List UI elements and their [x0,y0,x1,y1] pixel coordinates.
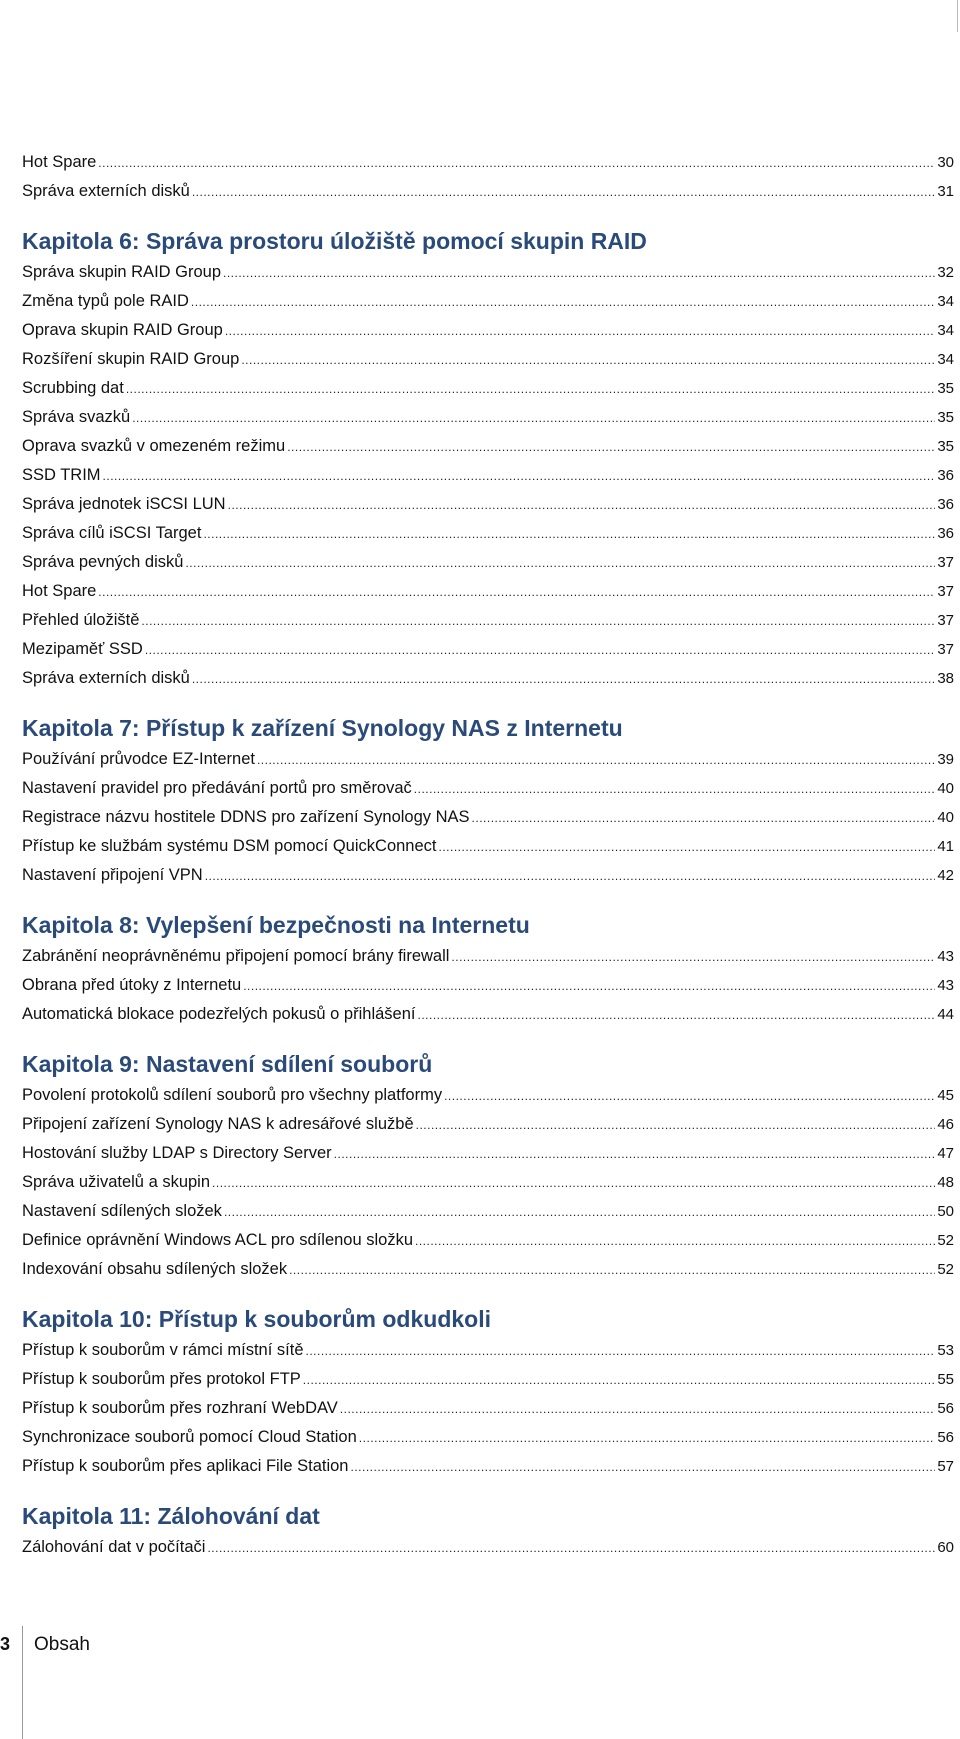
toc-entry-title: Správa skupin RAID Group [22,263,222,281]
toc-entry-title: Indexování obsahu sdílených složek [22,1260,288,1278]
toc-entry-title: Oprava skupin RAID Group [22,321,223,339]
toc-entry-title: Správa externích disků [22,669,190,687]
toc-entry[interactable] [22,971,954,1000]
toc-entry-title: Hot Spare [22,153,97,171]
toc-entry-page: 50 [937,1203,954,1220]
dot-leader [334,1140,936,1169]
dot-leader [257,746,935,775]
toc-entry-page: 39 [937,751,954,768]
toc-entry-page: 38 [937,670,954,687]
dot-leader [287,433,935,462]
toc-entry-title: SSD TRIM [22,466,101,484]
toc-entry-title: Přístup k souborům přes aplikaci File Station [22,1457,349,1475]
toc-entry[interactable] [22,745,954,774]
toc-entry-title: Povolení protokolů sdílení souborů pro všechny platformy [22,1086,443,1104]
toc-entry-page: 57 [937,1458,954,1475]
toc-entry-page: 55 [937,1371,954,1388]
toc-entry-page: 31 [937,183,954,200]
table-of-contents [22,148,954,1562]
dot-leader [444,1082,935,1111]
toc-entry-page: 40 [937,780,954,797]
toc-entry-page: 43 [937,977,954,994]
toc-entry-page: 53 [937,1342,954,1359]
dot-leader [98,149,935,178]
toc-entry-page: 30 [937,154,954,171]
toc-entry-page: 37 [937,554,954,571]
toc-entry[interactable] [22,432,954,461]
toc-entry-title: Scrubbing dat [22,379,124,397]
chapter-heading: Kapitola 10: Přístup k souborům odkudkoli [22,1306,491,1332]
toc-entry-page: 52 [937,1232,954,1249]
dot-leader [132,404,935,433]
dot-leader [438,833,935,862]
dot-leader [303,1366,936,1395]
dot-leader [451,943,935,972]
toc-entry[interactable] [22,1365,954,1394]
dot-leader [192,178,935,207]
toc-entry-title: Hostování služby LDAP s Directory Server [22,1144,332,1162]
toc-entry[interactable] [22,1197,954,1226]
dot-leader [414,775,936,804]
toc-entry[interactable] [22,635,954,664]
dot-leader [416,1111,936,1140]
toc-entry-page: 43 [937,948,954,965]
toc-entry[interactable] [22,803,954,832]
toc-entry-title: Zabránění neoprávněnému připojení pomocí brány firewall [22,947,450,965]
dot-leader [212,1169,935,1198]
toc-entry[interactable] [22,1336,954,1365]
toc-entry[interactable] [22,461,954,490]
toc-entry[interactable] [22,832,954,861]
toc-entry[interactable] [22,177,954,206]
toc-entry[interactable] [22,287,954,316]
dot-leader [126,375,935,404]
toc-entry[interactable] [22,1081,954,1110]
toc-entry-title: Přístup ke službám systému DSM pomocí QuickConnect [22,837,437,855]
chapter-heading: Kapitola 11: Zálohování dat [22,1503,320,1529]
toc-entry-page: 35 [937,409,954,426]
toc-entry-page: 40 [937,809,954,826]
toc-entry-page: 32 [937,264,954,281]
page-edge-mark [957,0,958,32]
dot-leader [243,972,935,1001]
dot-leader [359,1424,936,1453]
dot-leader [241,346,935,375]
toc-entry-page: 34 [937,351,954,368]
toc-entry-title: Nastavení připojení VPN [22,866,203,884]
dot-leader [289,1256,935,1285]
toc-entry-page: 37 [937,641,954,658]
toc-entry-page: 37 [937,612,954,629]
toc-entry-page: 60 [937,1539,954,1556]
dot-leader [472,804,936,833]
toc-entry[interactable] [22,1168,954,1197]
toc-entry-page: 47 [937,1145,954,1162]
dot-leader [103,462,936,491]
toc-entry-page: 41 [937,838,954,855]
toc-entry-page: 45 [937,1087,954,1104]
dot-leader [145,636,936,665]
toc-entry-page: 46 [937,1116,954,1133]
toc-entry-title: Připojení zařízení Synology NAS k adresářové službě [22,1115,414,1133]
toc-entry-page: 44 [937,1006,954,1023]
toc-entry[interactable] [22,1394,954,1423]
toc-entry[interactable] [22,548,954,577]
dot-leader [207,1534,935,1563]
dot-leader [340,1395,936,1424]
chapter-heading: Kapitola 7: Přístup k zařízení Synology NAS z Internetu [22,715,623,741]
footer-section-label: Obsah [34,1634,90,1655]
toc-entry[interactable] [22,664,954,693]
toc-entry-title: Rozšíření skupin RAID Group [22,350,240,368]
toc-entry[interactable] [22,148,954,177]
toc-entry[interactable] [22,774,954,803]
toc-entry-title: Nastavení pravidel pro předávání portů pro směrovač [22,779,412,797]
toc-entry-title: Nastavení sdílených složek [22,1202,222,1220]
toc-entry-title: Automatická blokace podezřelých pokusů o přihlášení [22,1005,416,1023]
toc-entry[interactable] [22,1423,954,1452]
toc-entry-page: 48 [937,1174,954,1191]
toc-entry-title: Používání průvodce EZ-Internet [22,750,255,768]
dot-leader [185,549,935,578]
dot-leader [228,491,936,520]
dot-leader [98,578,935,607]
toc-entry[interactable] [22,1000,954,1029]
toc-entry-title: Definice oprávnění Windows ACL pro sdílenou složku [22,1231,414,1249]
toc-entry[interactable] [22,1255,954,1284]
toc-entry-page: 34 [937,293,954,310]
toc-entry[interactable] [22,577,954,606]
toc-entry-title: Obrana před útoky z Internetu [22,976,242,994]
toc-entry-page: 36 [937,525,954,542]
dot-leader [225,317,935,346]
chapter-heading: Kapitola 6: Správa prostoru úložiště pomocí skupin RAID [22,228,647,254]
toc-entry-title: Správa svazků [22,408,131,426]
toc-entry[interactable] [22,606,954,635]
toc-entry-title: Správa externích disků [22,182,190,200]
toc-entry[interactable] [22,403,954,432]
toc-entry[interactable] [22,519,954,548]
dot-leader [203,520,935,549]
toc-entry-page: 42 [937,867,954,884]
toc-entry-title: Oprava svazků v omezeném režimu [22,437,286,455]
toc-entry[interactable] [22,1110,954,1139]
dot-leader [192,665,935,694]
toc-entry-title: Přehled úložiště [22,611,140,629]
toc-entry-page: 56 [937,1429,954,1446]
toc-entry[interactable] [22,345,954,374]
toc-entry[interactable] [22,374,954,403]
toc-entry-title: Změna typů pole RAID [22,292,189,310]
toc-entry-title: Správa pevných disků [22,553,184,571]
toc-entry[interactable] [22,1226,954,1255]
chapter-heading: Kapitola 8: Vylepšení bezpečnosti na Internetu [22,912,530,938]
chapter-heading: Kapitola 9: Nastavení sdílení souborů [22,1051,433,1077]
toc-entry-page: 34 [937,322,954,339]
toc-entry[interactable] [22,1452,954,1481]
dot-leader [141,607,935,636]
dot-leader [350,1453,935,1482]
toc-entry-page: 36 [937,467,954,484]
toc-entry-page: 37 [937,583,954,600]
toc-entry-page: 36 [937,496,954,513]
toc-entry-title: Správa cílů iSCSI Target [22,524,202,542]
toc-entry-title: Zálohování dat v počítači [22,1538,206,1556]
toc-entry[interactable] [22,942,954,971]
page-footer [0,1626,200,1662]
footer-divider [22,1626,23,1739]
toc-entry-title: Mezipaměť SSD [22,640,143,658]
dot-leader [191,288,935,317]
toc-entry[interactable] [22,258,954,287]
toc-entry-title: Správa uživatelů a skupin [22,1173,211,1191]
toc-entry-title: Synchronizace souborů pomocí Cloud Station [22,1428,357,1446]
toc-entry-page: 35 [937,380,954,397]
dot-leader [223,259,935,288]
toc-entry[interactable] [22,490,954,519]
toc-entry-title: Přístup k souborům přes rozhraní WebDAV [22,1399,338,1417]
footer-page-number: 3 [0,1634,11,1654]
toc-entry[interactable] [22,1533,954,1562]
toc-entry[interactable] [22,1139,954,1168]
dot-leader [306,1337,936,1366]
toc-entry-page: 56 [937,1400,954,1417]
dot-leader [417,1001,935,1030]
dot-leader [205,862,936,891]
toc-entry-page: 35 [937,438,954,455]
dot-leader [415,1227,935,1256]
dot-leader [224,1198,935,1227]
toc-entry-page: 52 [937,1261,954,1278]
toc-entry-title: Přístup k souborům přes protokol FTP [22,1370,301,1388]
toc-entry-title: Přístup k souborům v rámci místní sítě [22,1341,304,1359]
toc-entry[interactable] [22,316,954,345]
toc-entry[interactable] [22,861,954,890]
toc-entry-title: Registrace názvu hostitele DDNS pro zařízení Synology NAS [22,808,470,826]
toc-entry-title: Hot Spare [22,582,97,600]
toc-entry-title: Správa jednotek iSCSI LUN [22,495,226,513]
